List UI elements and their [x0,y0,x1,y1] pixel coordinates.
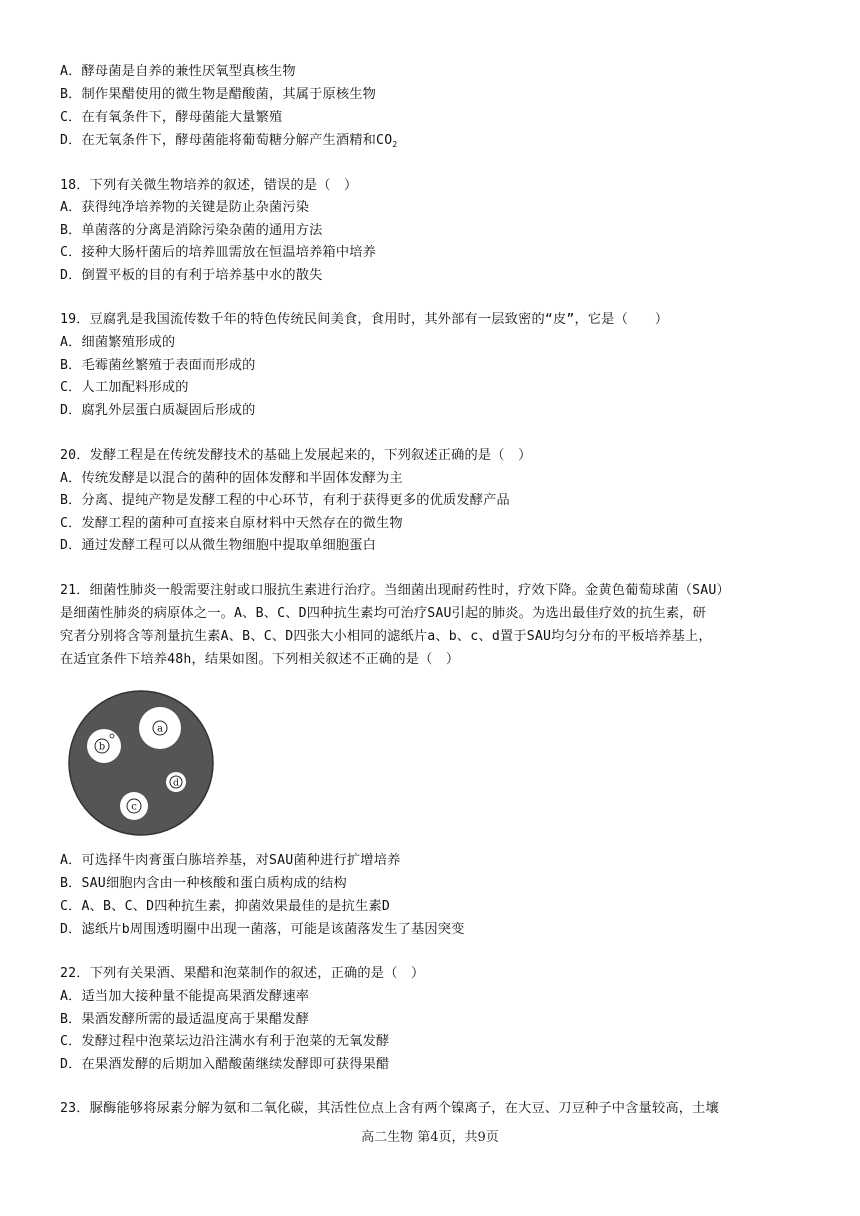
q19-option-a: A．细菌繁殖形成的 [60,335,176,350]
q21-option-a: A．可选择牛肉膏蛋白胨培养基，对SAU菌种进行扩增培养 [60,853,401,868]
q18-stem: 18．下列有关微生物培养的叙述，错误的是（ ） [60,178,358,193]
q20-option-d: D．通过发酵工程可以从微生物细胞中提取单细胞蛋白 [60,538,377,553]
q19-option-d: D．腐乳外层蛋白质凝固后形成的 [60,403,256,418]
q22-option-a: A．适当加大接种量不能提高果酒发酵速率 [60,989,310,1004]
q22-option-c: C．发酵过程中泡菜坛边沿注满水有利于泡菜的无氧发酵 [60,1034,390,1049]
disc-label-a: a [157,723,163,735]
petri-dish-figure [66,688,216,838]
q22-option-b: B．果酒发酵所需的最适温度高于果醋发酵 [60,1012,310,1027]
q19-stem: 19．豆腐乳是我国流传数千年的特色传统民间美食，食用时，其外部有一层致密的“皮”，它是（ ） [60,312,669,327]
q17-option-a: A．酵母菌是自养的兼性厌氧型真核生物 [60,64,296,79]
q21-option-c: C．A、B、C、D四种抗生素，抑菌效果最佳的是抗生素D [60,899,390,914]
q20-option-a: A．传统发酵是以混合的菌种的固体发酵和半固体发酵为主 [60,471,403,486]
disc-label-b: b [98,741,106,753]
q21-stem-line-1: 21．细菌性肺炎一般需要注射或口服抗生素进行治疗。当细菌出现耐药性时，疗效下降。金黄色葡萄球菌（SAU） [60,583,730,598]
q22-option-d: D．在果酒发酵的后期加入醋酸菌继续发酵即可获得果醋 [60,1057,390,1072]
q18-option-b: B．单菌落的分离是消除污染杂菌的通用方法 [60,223,323,238]
q21-option-d: D．滤纸片b周围透明圈中出现一菌落，可能是该菌落发生了基因突变 [60,922,465,937]
q17-option-d [60,133,397,153]
disc-label-c: c [131,801,137,813]
q18-option-a: A．获得纯净培养物的关键是防止杂菌污染 [60,200,310,215]
q21-stem-line-4: 在适宜条件下培养48h，结果如图。下列相关叙述不正确的是（ ） [60,652,460,667]
q18-option-d: D．倒置平板的目的有利于培养基中水的散失 [60,268,323,283]
q19-option-b: B．毛霉菌丝繁殖于表面而形成的 [60,358,256,373]
q18-option-c: C．接种大肠杆菌后的培养皿需放在恒温培养箱中培养 [60,245,377,260]
q20-option-b: B．分离、提纯产物是发酵工程的中心环节，有利于获得更多的优质发酵产品 [60,493,510,508]
q17-option-d-subscript: 2 [392,140,398,149]
q20-option-c: C．发酵工程的菌种可直接来自原材料中天然存在的微生物 [60,516,403,531]
q22-stem: 22．下列有关果酒、果醋和泡菜制作的叙述，正确的是（ ） [60,966,425,981]
q17-option-b: B．制作果醋使用的微生物是醋酸菌，其属于原核生物 [60,87,377,102]
q20-stem: 20．发酵工程是在传统发酵技术的基础上发展起来的，下列叙述正确的是（ ） [60,448,532,463]
colony-in-zone-b [110,734,114,738]
q23-stem-line-1: 23．脲酶能够将尿素分解为氨和二氧化碳，其活性位点上含有两个镍离子，在大豆、刀豆种子中含量较高，土壤 [60,1101,719,1116]
disc-label-d: d [172,777,180,789]
q21-option-b: B．SAU细胞内含由一种核酸和蛋白质构成的结构 [60,876,347,891]
q17-option-d-text: D．在无氧条件下，酵母菌能将葡萄糖分解产生酒精和CO [60,133,393,148]
q21-stem-line-2: 是细菌性肺炎的病原体之一。A、B、C、D四种抗生素均可治疗SAU引起的肺炎。为选出最佳疗效的抗生素，研 [60,606,707,621]
q17-option-c: C．在有氧条件下，酵母菌能大量繁殖 [60,110,283,125]
page-footer: 高二生物 第4页，共9页 [361,1130,499,1145]
q19-option-c: C．人工加配料形成的 [60,380,189,395]
q21-stem-line-3: 究者分别将含等剂量抗生素A、B、C、D四张大小相同的滤纸片a、b、c、d置于SAU均匀分布的平板培养基上， [60,629,712,644]
